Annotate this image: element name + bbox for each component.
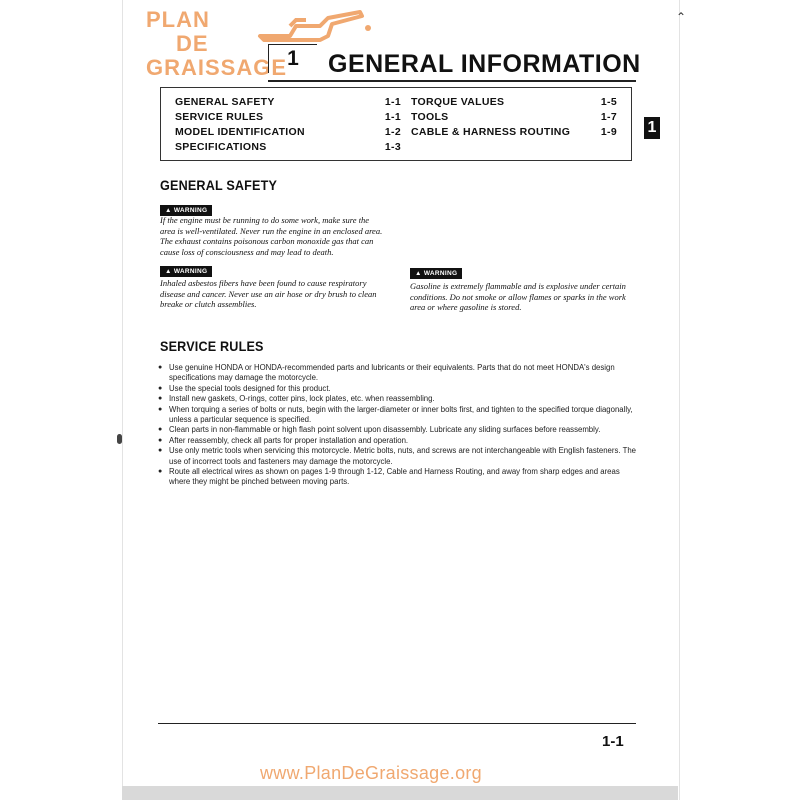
warning-badge-label: WARNING	[173, 207, 208, 214]
chapter-side-tab: 1	[644, 117, 660, 139]
toc-entry-label: MODEL IDENTIFICATION	[175, 126, 305, 138]
toc-entry-label: CABLE & HARNESS ROUTING	[411, 126, 571, 138]
page-title: GENERAL INFORMATION	[328, 50, 641, 78]
toc-entry-page: 1-5	[600, 96, 617, 108]
toc-entry-page: 1-1	[384, 111, 401, 123]
warning-badge: ▲ WARNING	[160, 205, 212, 216]
warning-badge: ▲ WARNING	[410, 268, 462, 279]
toc-entry-label: GENERAL SAFETY	[175, 96, 275, 108]
toc-entry[interactable]	[411, 126, 623, 141]
viewer-bottom-bar	[122, 786, 678, 800]
scroll-up-icon[interactable]: ⌃	[676, 10, 687, 24]
toc-entry[interactable]	[175, 126, 401, 141]
warning-asbestos: Inhaled asbestos fibers have been found to cause respiratory disease and cancer. Never use an air hose or dry brush to clean breake or clutch assemblies.	[160, 278, 377, 309]
toc-left-column	[175, 96, 401, 156]
toc-entry-label: SPECIFICATIONS	[175, 141, 267, 153]
table-of-contents	[160, 87, 632, 161]
toc-entry-page: 1-1	[384, 96, 401, 108]
toc-entry[interactable]	[175, 141, 401, 156]
warning-badge-label: WARNING	[173, 268, 208, 275]
warning-engine-ventilation: If the engine must be running to do some work, make sure the area is well-ventilated. Never run the engine in an enclosed area. The exhaust contains poisonous carbon monoxide gas that can cause loss of consciousness and may lead to death.	[160, 215, 383, 257]
service-rules-list	[158, 363, 638, 488]
service-rules-heading: SERVICE RULES	[160, 338, 264, 354]
list-item: ● Use the special tools designed for this product.	[158, 384, 638, 394]
toc-entry[interactable]	[411, 111, 623, 126]
title-divider	[268, 80, 636, 82]
toc-entry[interactable]	[175, 111, 401, 126]
toc-entry-page: 1-3	[384, 141, 401, 153]
page-number: 1-1	[602, 733, 624, 750]
logo-line-de: DE	[176, 31, 209, 56]
warning-gasoline: Gasoline is extremely flammable and is explosive under certain conditions. Do not smoke or allow flames or sparks in the work area or where gasoline is stored.	[410, 281, 626, 312]
toc-entry-label: TORQUE VALUES	[411, 96, 505, 108]
list-item: ● When torquing a series of bolts or nuts, begin with the larger-diameter or inner bolts first, and tighten to the specified torque diagonally, unless a particular sequence is specified.	[158, 405, 638, 426]
scroll-handle[interactable]	[117, 434, 122, 444]
list-item: ● Route all electrical wires as shown on pages 1-9 through 1-12, Cable and Harness Routing, and away from sharp edges and areas where they might be pinched between moving parts.	[158, 467, 638, 488]
warning-badge: ▲ WARNING	[160, 266, 212, 277]
list-item: ● After reassembly, check all parts for proper installation and operation.	[158, 436, 638, 446]
toc-entry-label: SERVICE RULES	[175, 111, 264, 123]
warning-badge-label: WARNING	[423, 270, 458, 277]
chapter-number: 1	[268, 44, 317, 73]
toc-right-column	[411, 96, 623, 141]
list-item: ● Use only metric tools when servicing this motorcycle. Metric bolts, nuts, and screws are not interchangeable with English fasteners. The use of incorrect tools and fasteners may damage the motorcycle.	[158, 446, 638, 467]
toc-entry-page: 1-7	[600, 111, 617, 123]
watermark-url[interactable]: www.PlanDeGraissage.org	[260, 763, 482, 783]
toc-entry-label: TOOLS	[411, 111, 449, 123]
toc-entry-page: 1-9	[600, 126, 617, 138]
list-item: ● Clean parts in non-flammable or high flash point solvent upon disassembly. Lubricate any sliding surfaces before reassembly.	[158, 425, 638, 435]
list-item: ● Install new gaskets, O-rings, cotter pins, lock plates, etc. when reassembling.	[158, 394, 638, 404]
logo-line-graissage: GRAISSAGE	[146, 55, 288, 80]
logo-line-plan: PLAN	[146, 7, 210, 32]
toc-entry[interactable]	[411, 96, 623, 111]
list-item: ● Use genuine HONDA or HONDA-recommended parts and lubricants or their equivalents. Parts that do not meet HONDA's design specifications may damage the motorcycle.	[158, 363, 638, 384]
general-safety-heading: GENERAL SAFETY	[160, 177, 278, 193]
toc-entry-page: 1-2	[384, 126, 401, 138]
footer-divider	[158, 723, 636, 724]
toc-entry[interactable]	[175, 96, 401, 111]
